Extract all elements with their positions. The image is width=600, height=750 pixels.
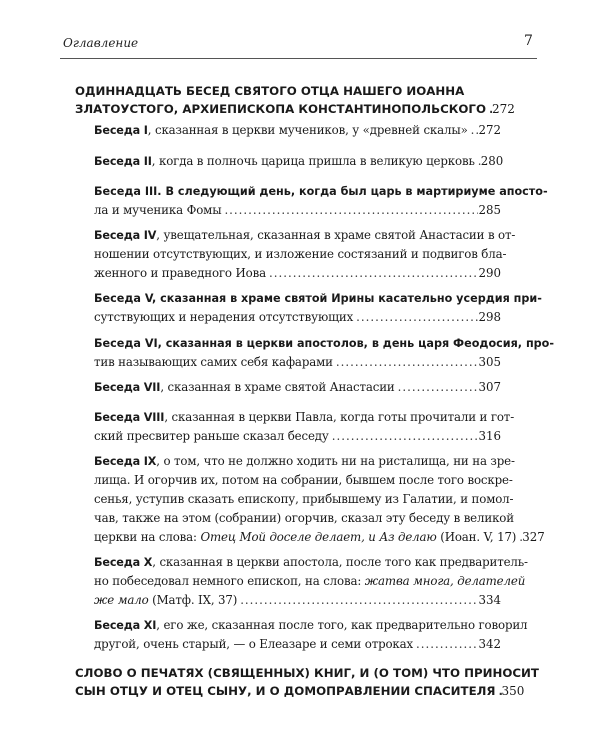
toc-line-text: , сказанная в церкви апостола, после того как предваритель- bbox=[152, 555, 528, 569]
toc-entry-homily-4[interactable] bbox=[94, 226, 516, 283]
toc-line-text: , о том, что не должно ходить ни на ристалища, ни на зре- bbox=[156, 454, 515, 468]
dot-leader bbox=[329, 427, 479, 446]
toc-line-text: ношении отсутствующих, и изложение состязаний и подвигов бла- bbox=[94, 247, 507, 261]
dot-leader bbox=[468, 121, 479, 140]
homily-title: Беседа I bbox=[94, 124, 148, 137]
dot-leader bbox=[221, 201, 478, 220]
toc-entry-homily-6[interactable] bbox=[94, 334, 555, 372]
scripture-quote: жатва многа, делателей bbox=[364, 574, 526, 588]
scripture-quote: же мало bbox=[94, 593, 149, 607]
toc-line-text: сенья, уступив сказать епископу, прибывшему из Галатии, и помол- bbox=[94, 492, 514, 506]
toc-line-text: , сказанная в храме святой Анастасии bbox=[160, 380, 395, 394]
homily-title: Беседа VIII bbox=[94, 411, 165, 424]
toc-page-number: 342 bbox=[478, 637, 501, 651]
homily-title: Беседа III. В следующий день, когда был царь в мартириуме апосто- bbox=[94, 185, 548, 198]
toc-line-text: , увещательная, сказанная в храме святой Анастасии в от- bbox=[156, 228, 516, 242]
toc-line bbox=[75, 100, 515, 118]
toc-entry-homily-7[interactable] bbox=[94, 378, 501, 397]
dot-leader bbox=[237, 591, 478, 610]
toc-page-number: 280 bbox=[480, 154, 504, 168]
dot-leader bbox=[353, 308, 478, 327]
toc-entry-homily-3[interactable] bbox=[94, 182, 548, 220]
toc-line-text: , сказанная в церкви мучеников, у «древней скалы» bbox=[147, 123, 468, 137]
toc-entry-homily-11[interactable] bbox=[94, 616, 528, 654]
toc-line bbox=[75, 82, 501, 100]
toc-page-number: 334 bbox=[478, 593, 501, 607]
toc-page-number: 285 bbox=[478, 203, 501, 217]
homily-title: Беседа IV bbox=[94, 229, 157, 242]
toc-line-text: другой, очень старый, — о Елеазаре и семи отроках bbox=[94, 637, 414, 651]
dot-leader bbox=[395, 378, 479, 397]
homily-title: Беседа V, сказанная в храме святой Ирины касательно усердия при- bbox=[94, 292, 542, 305]
toc-line-text: тив называющих самих себя кафарами bbox=[94, 355, 333, 369]
homily-title: Беседа IX bbox=[94, 455, 157, 468]
toc-entry-homily-5[interactable] bbox=[94, 289, 542, 327]
toc-line-text: церкви на слова: bbox=[94, 530, 201, 544]
toc-line-text: но побеседовал немного епископ, на слова: bbox=[94, 574, 365, 588]
toc-page-number: 307 bbox=[478, 380, 501, 394]
toc-line-text: сутствующих и нерадения отсутствующих bbox=[94, 310, 354, 324]
scripture-reference: (Иоан. V, 17) bbox=[436, 530, 517, 544]
toc-part-2-line-2: СЫН ОТЦУ И ОТЕЦ СЫНУ, И О ДОМОПРАВЛЕНИИ СПАСИТЕЛЯ bbox=[75, 684, 496, 698]
toc-line-text: ский пресвитер раньше сказал беседу bbox=[94, 429, 329, 443]
toc-page-number: 298 bbox=[478, 310, 501, 324]
toc-entry-homily-8[interactable] bbox=[94, 408, 515, 446]
toc-part-2-line-1: СЛОВО О ПЕЧАТЯХ (СВЯЩЕННЫХ) КНИГ, И (О ТОМ) ЧТО ПРИНОСИТ bbox=[75, 666, 539, 680]
toc-line-text: женного и праведного Иова bbox=[94, 266, 266, 280]
toc-entry-homily-10[interactable] bbox=[94, 553, 528, 610]
toc-page-number: 316 bbox=[478, 429, 501, 443]
toc-line-text: , когда в полночь царица пришла в великую церковь bbox=[151, 154, 475, 168]
running-header-title: Оглавление bbox=[63, 36, 139, 50]
toc-page-number: 327 bbox=[522, 530, 545, 544]
scripture-reference: (Матф. IX, 37) bbox=[148, 593, 238, 607]
toc-page-number: 272 bbox=[491, 102, 515, 116]
page-number: 7 bbox=[524, 33, 533, 49]
homily-title: Беседа VI, сказанная в церкви апостолов, в день царя Феодосия, про- bbox=[94, 337, 555, 350]
header-rule bbox=[60, 58, 537, 59]
homily-title: Беседа II bbox=[94, 155, 152, 168]
toc-page-number: 272 bbox=[478, 123, 501, 137]
toc-entry-homily-2[interactable] bbox=[94, 152, 504, 171]
scripture-quote: Отец Мой доселе делает, и Аз делаю bbox=[200, 530, 437, 544]
toc-line-text: ла и мученика Фомы bbox=[94, 203, 222, 217]
homily-title: Беседа X bbox=[94, 556, 153, 569]
toc-line-text: чав, также на этом (собрании) огорчив, сказал эту беседу в великой bbox=[94, 511, 514, 525]
toc-entry-part-1[interactable] bbox=[75, 82, 515, 118]
toc-page-number: 290 bbox=[478, 266, 501, 280]
homily-title: Беседа XI bbox=[94, 619, 157, 632]
toc-page-number: 350 bbox=[501, 684, 525, 698]
dot-leader bbox=[413, 635, 478, 654]
toc-entry-homily-9[interactable] bbox=[94, 452, 545, 547]
toc-line-text: , его же, сказанная после того, как предварительно говорил bbox=[156, 618, 528, 632]
toc-entry-part-2[interactable] bbox=[75, 664, 539, 700]
dot-leader bbox=[266, 264, 479, 283]
toc-line-text: лища. И огорчив их, потом на собрании, бывшем после того воскре- bbox=[94, 473, 513, 487]
toc-part-1-line-1: ОДИННАДЦАТЬ БЕСЕД СВЯТОГО ОТЦА НАШЕГО ИОАННА bbox=[75, 84, 465, 98]
toc-entry-homily-1[interactable] bbox=[94, 121, 501, 140]
homily-title: Беседа VII bbox=[94, 381, 161, 394]
toc-line-text: , сказанная в церкви Павла, когда готы прочитали и гот- bbox=[164, 410, 515, 424]
toc-page-number: 305 bbox=[478, 355, 501, 369]
dot-leader bbox=[333, 353, 479, 372]
toc-part-1-line-2: ЗЛАТОУСТОГО, АРХИЕПИСКОПА КОНСТАНТИНОПОЛЬСКОГО bbox=[75, 102, 486, 116]
